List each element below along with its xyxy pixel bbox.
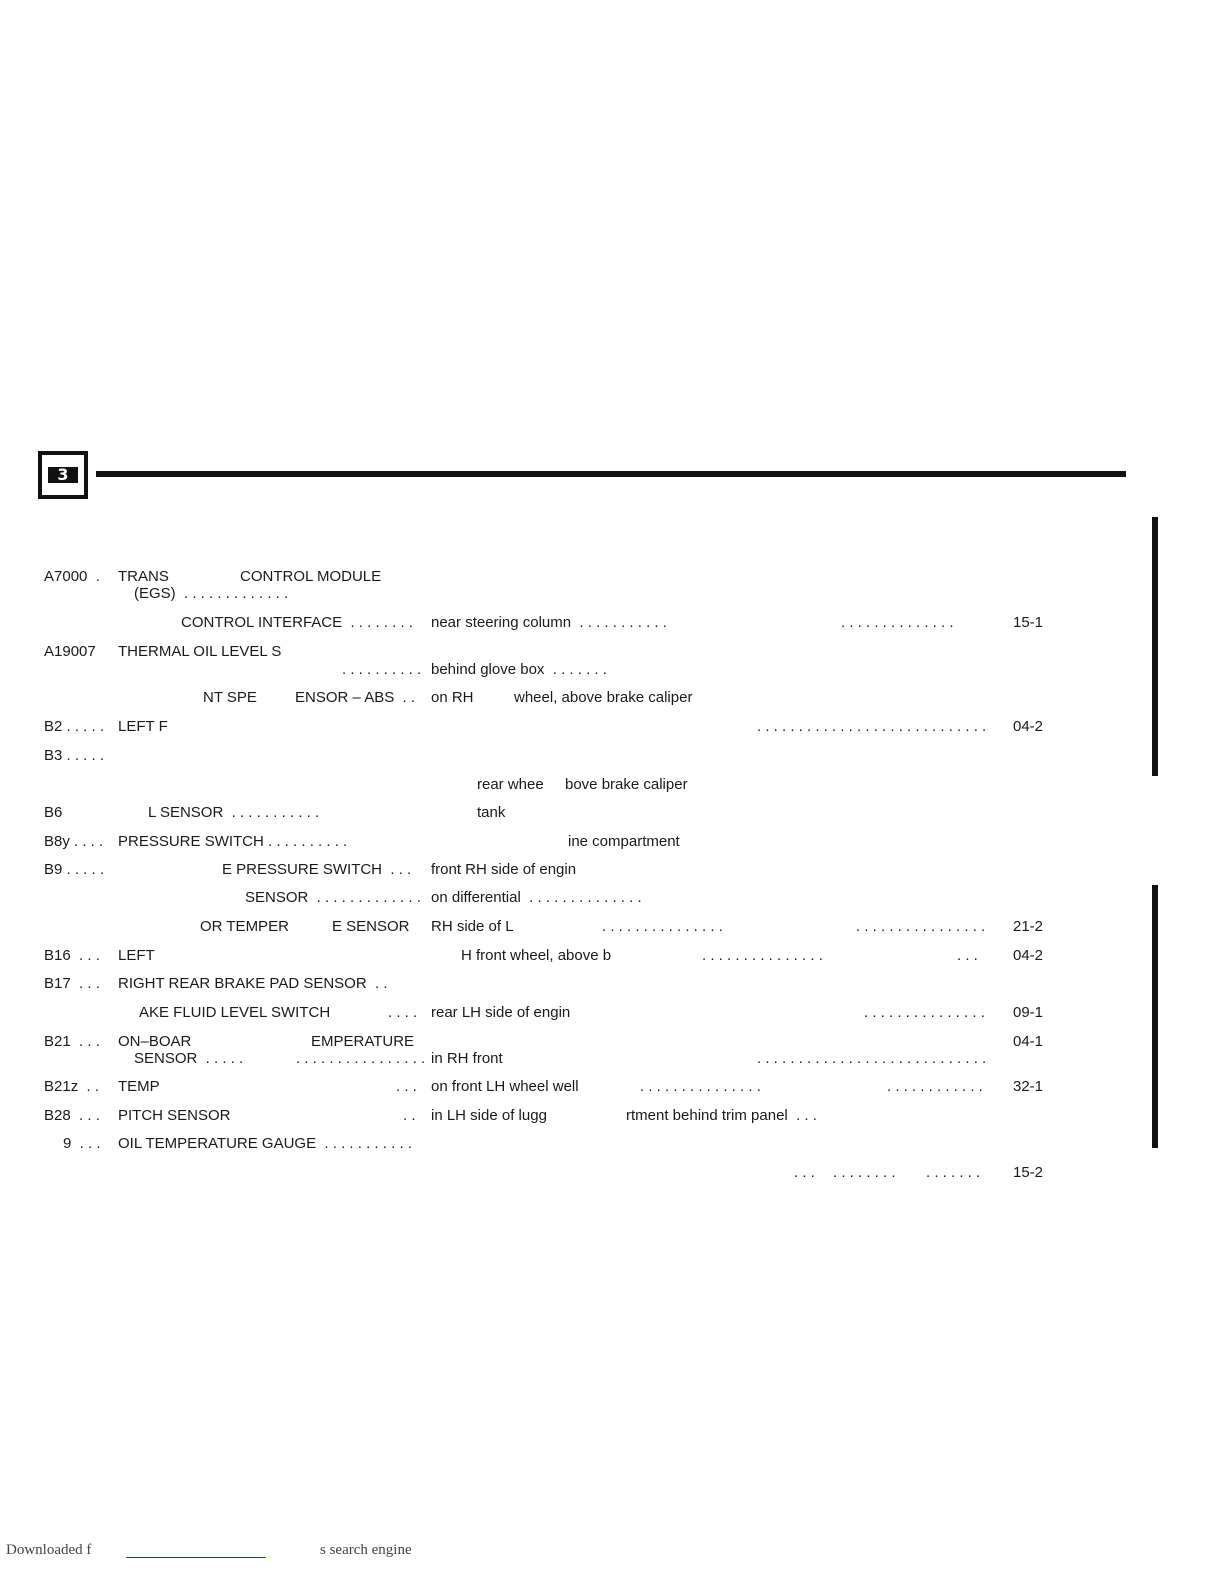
table-text-r4l2: wheel, above brake caliper [514, 689, 693, 706]
table-text-r6c: B3 . . . . . [44, 747, 105, 764]
margin-bar-top [1152, 517, 1158, 776]
table-text-r20d1: . . . [794, 1164, 815, 1181]
table-text-r15p: 09-1 [1013, 1004, 1044, 1021]
footer-left: Downloaded f [6, 1542, 92, 1558]
table-text-r9l: ine compartment [568, 833, 680, 850]
table-text-r1c: A7000 . [44, 568, 100, 585]
table-text-r7l2: bove brake caliper [565, 776, 688, 793]
table-text-r5d: . . . . . . . . . . . . . . . . . . . . . . . . . . . . [757, 718, 987, 735]
table-text-r17l: on front LH wheel well [431, 1078, 579, 1095]
table-text-r14n: RIGHT REAR BRAKE PAD SENSOR . . [118, 975, 388, 992]
table-text-r4l1: on RH [431, 689, 474, 706]
table-text-r4n2: ENSOR – ABS . . [295, 689, 416, 706]
table-text-r18l1: in LH side of lugg [431, 1107, 547, 1124]
table-text-r15n1: AKE FLUID LEVEL SWITCH [139, 1004, 331, 1021]
table-text-r8n: L SENSOR . . . . . . . . . . . [148, 804, 320, 821]
table-text-r12l: RH side of L [431, 918, 514, 935]
table-text-r17p: 32-1 [1013, 1078, 1044, 1095]
table-text-r18c: B28 . . . [44, 1107, 100, 1124]
table-text-r2n: CONTROL INTERFACE . . . . . . . . [181, 614, 413, 631]
footer-link[interactable] [126, 1557, 266, 1558]
table-text-r9c: B8y . . . . [44, 833, 104, 850]
table-text-r16l: in RH front [431, 1050, 503, 1067]
table-text-r2l: near steering column . . . . . . . . . . . [431, 614, 667, 631]
table-text-r19n: OIL TEMPERATURE GAUGE . . . . . . . . . . . [118, 1135, 412, 1152]
table-text-r10l: front RH side of engin [431, 861, 577, 878]
table-text-r12p: 21-2 [1013, 918, 1044, 935]
table-text-r2p: 15-1 [1013, 614, 1044, 631]
table-text-r16n4: . . . . . . . . . . . . . . . . [296, 1050, 426, 1067]
table-text-r15d: . . . . . . . . . . . . . . . [864, 1004, 985, 1021]
table-text-r1n1: TRANS [118, 568, 169, 585]
table-text-r12d2: . . . . . . . . . . . . . . . . [856, 918, 986, 935]
table-text-r5p: 04-2 [1013, 718, 1044, 735]
table-text-r17n2: . . . [396, 1078, 417, 1095]
table-text-r13n: LEFT [118, 947, 155, 964]
header-rule [96, 471, 1126, 477]
table-text-r12d1: . . . . . . . . . . . . . . . [602, 918, 723, 935]
table-text-r10n: E PRESSURE SWITCH . . . [222, 861, 412, 878]
table-text-r18n2: . . [403, 1107, 416, 1124]
table-text-r19c: 9 . . . [63, 1135, 101, 1152]
table-text-r13d2: . . . [957, 947, 978, 964]
table-text-r16c: B21 . . . [44, 1033, 100, 1050]
table-text-r5c: B2 . . . . . [44, 718, 105, 735]
table-text-r3c: A19007 [44, 643, 96, 660]
table-text-r14c: B17 . . . [44, 975, 100, 992]
table-text-r16n1: ON–BOAR [118, 1033, 192, 1050]
table-text-r10c: B9 . . . . . [44, 861, 105, 878]
table-text-r3n: THERMAL OIL LEVEL S [118, 643, 282, 660]
table-text-r5n: LEFT F [118, 718, 168, 735]
table-text-r17d1: . . . . . . . . . . . . . . . [640, 1078, 761, 1095]
table-text-r15l: rear LH side of engin [431, 1004, 571, 1021]
table-text-r11l: on differential . . . . . . . . . . . . . . [431, 889, 642, 906]
margin-bar-bottom [1152, 885, 1158, 1148]
chapter-number: 3 [48, 467, 78, 483]
table-text-r3l: behind glove box . . . . . . . [431, 661, 607, 678]
table-text-r12n2: E SENSOR [332, 918, 410, 935]
table-text-r8c: B6 [44, 804, 63, 821]
table-text-r7l1: rear whee [477, 776, 544, 793]
table-text-r17d2: . . . . . . . . . . . . [887, 1078, 983, 1095]
table-text-r3d: . . . . . . . . . . [342, 661, 422, 678]
table-text-r13c: B16 . . . [44, 947, 100, 964]
table-text-r18n1: PITCH SENSOR [118, 1107, 231, 1124]
table-text-r18l2: rtment behind trim panel . . . [626, 1107, 817, 1124]
table-text-r13d1: . . . . . . . . . . . . . . . [702, 947, 823, 964]
table-text-r11n: SENSOR . . . . . . . . . . . . . [245, 889, 421, 906]
table-text-r20d2: . . . . . . . . [833, 1164, 896, 1181]
table-text-r13p: 04-2 [1013, 947, 1044, 964]
table-text-r12n1: OR TEMPER [200, 918, 289, 935]
footer-right: s search engine [320, 1542, 412, 1558]
table-text-r13l: H front wheel, above b [461, 947, 612, 964]
table-text-r4n1: NT SPE [203, 689, 257, 706]
table-text-r20d3: . . . . . . . [926, 1164, 981, 1181]
table-text-r8l: tank [477, 804, 506, 821]
table-text-r20p: 15-2 [1013, 1164, 1044, 1181]
table-text-r16n3: SENSOR . . . . . [134, 1050, 244, 1067]
table-text-r1n3: (EGS) . . . . . . . . . . . . . [134, 585, 289, 602]
table-text-r15n2: . . . . [388, 1004, 418, 1021]
table-text-r17n1: TEMP [118, 1078, 160, 1095]
table-text-r1n2: CONTROL MODULE [240, 568, 382, 585]
table-text-r16d: . . . . . . . . . . . . . . . . . . . . . . . . . . . . [757, 1050, 987, 1067]
table-text-r16p: 04-1 [1013, 1033, 1044, 1050]
table-text-r2d: . . . . . . . . . . . . . . [841, 614, 954, 631]
table-text-r9n: PRESSURE SWITCH . . . . . . . . . . [118, 833, 348, 850]
table-text-r16n2: EMPERATURE [311, 1033, 415, 1050]
chapter-badge [38, 451, 88, 499]
table-text-r17c: B21z . . [44, 1078, 100, 1095]
